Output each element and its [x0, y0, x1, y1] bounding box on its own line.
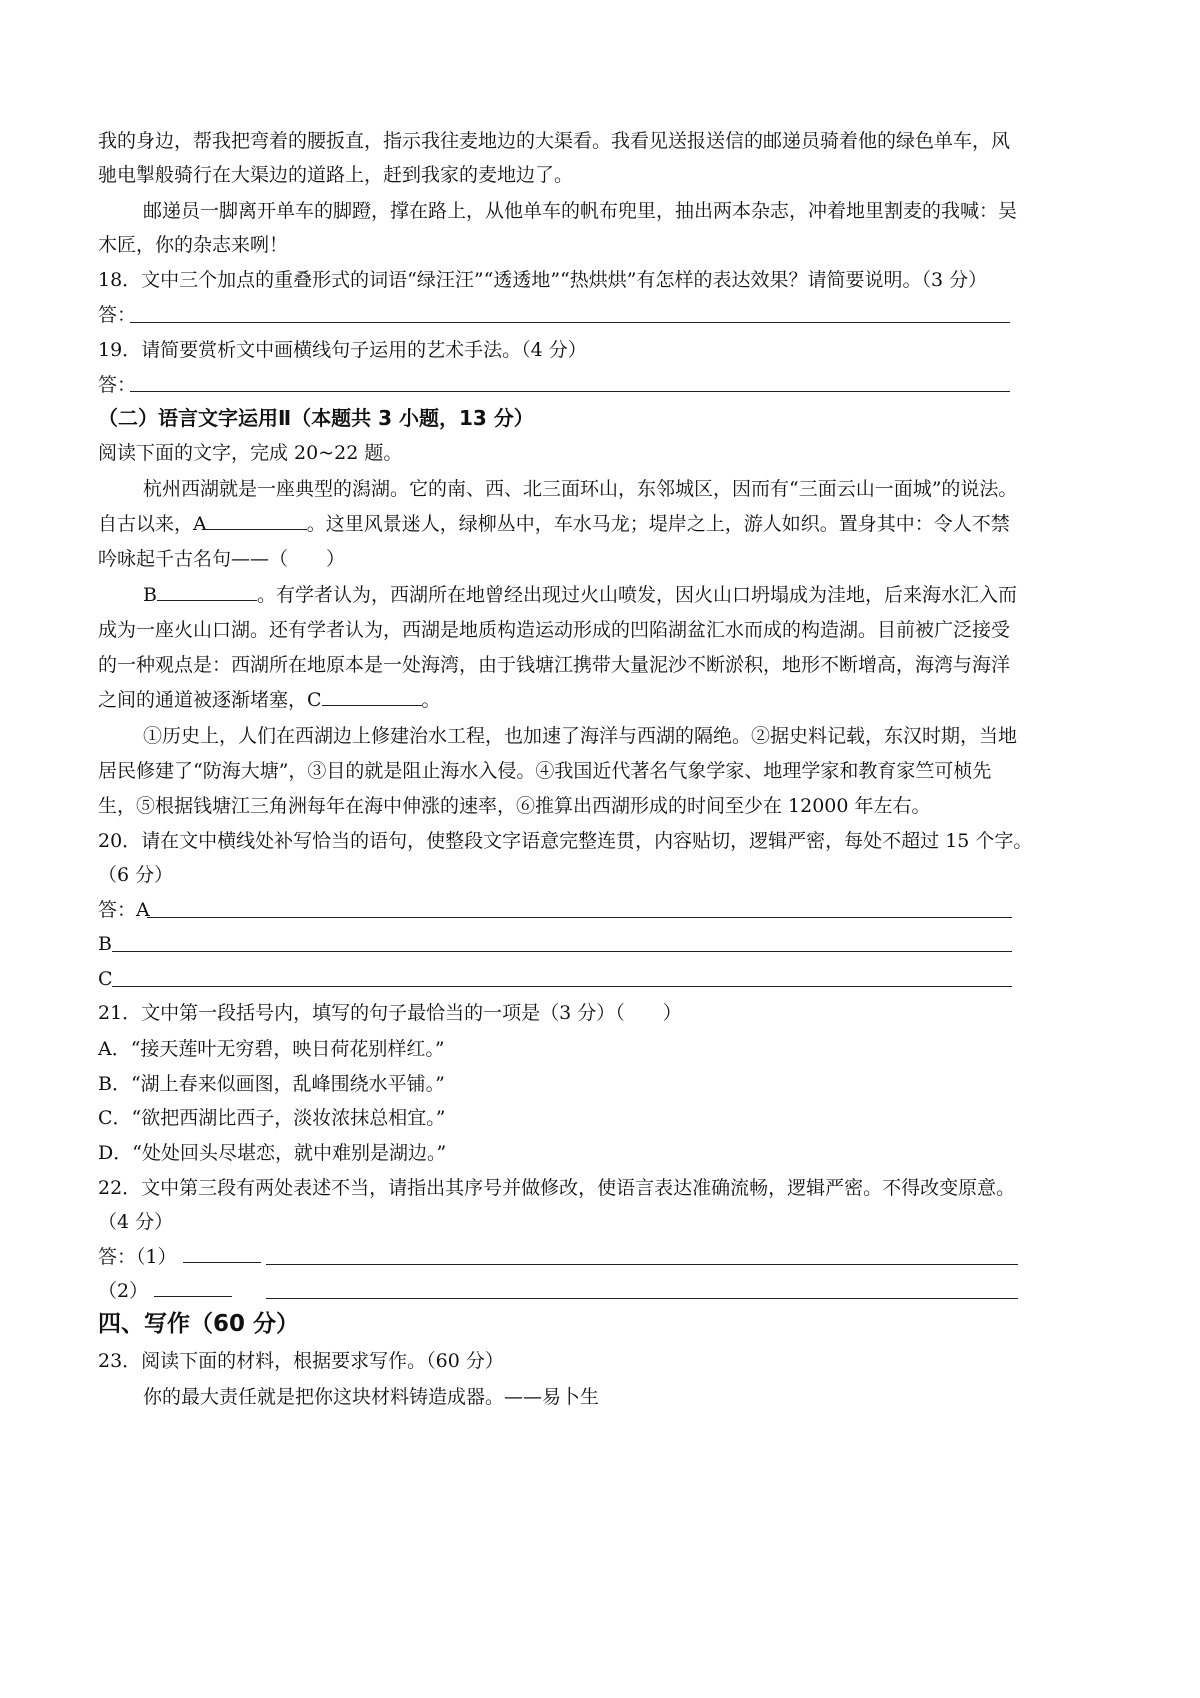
option-c[interactable]: C．“欲把西湖比西子，淡妆浓抹总相宜。” [98, 1107, 446, 1129]
answer-label [98, 1244, 261, 1270]
question-20-points: （6 分） [98, 864, 174, 886]
passage-line: 我的身边，帮我把弯着的腰扳直，指示我往麦地边的大渠看。我看见送报送信的邮递员骑着他的绿色单车，风 [98, 130, 1011, 152]
section-title: 四、写作（60 分） [98, 1311, 300, 1337]
section-instruction: 阅读下面的文字，完成 20~22 题。 [98, 442, 403, 464]
text-span: B [143, 584, 157, 606]
paragraph-line: 的一种观点是：西湖所在地原本是一处海湾，由于钱塘江携带大量泥沙不断淤积，地形不断增高，海湾与海洋 [98, 654, 1011, 676]
answer-label: 答： [98, 304, 137, 326]
blank-22-2-number[interactable] [154, 1278, 232, 1297]
paragraph-line: 成为一座火山口湖。还有学者认为，西湖是地质构造运动形成的凹陷湖盆汇水而成的构造湖。目前被广泛接受 [98, 619, 1011, 641]
question-21: 21．文中第一段括号内，填写的句子最恰当的一项是（3 分）（ ） [98, 1002, 682, 1024]
answer-label: 答： [98, 374, 137, 396]
option-a[interactable]: A．“接天莲叶无穷碧，映日荷花别样红。” [98, 1038, 445, 1060]
answer-label: 答：A [98, 899, 150, 921]
text-span: 自古以来，A [98, 513, 207, 535]
blank-a[interactable] [207, 511, 307, 530]
paragraph-line [98, 511, 1010, 537]
answer-line-18[interactable] [130, 322, 1010, 323]
answer-line-19[interactable] [130, 391, 1010, 392]
blank-22-1-number[interactable] [183, 1244, 261, 1263]
text-span: 。这里风景迷人，绿柳丛中，车水马龙；堤岸之上，游人如织。置身其中：令人不禁 [306, 513, 1010, 535]
question-22-points: （4 分） [98, 1211, 174, 1233]
answer-label: B [98, 933, 112, 955]
answer-line-22-1[interactable] [266, 1264, 1018, 1265]
option-b[interactable]: B．“湖上春来似画图，乱峰围绕水平铺。” [98, 1073, 445, 1095]
paragraph-line [143, 582, 1017, 608]
paragraph-line: ①历史上，人们在西湖边上修建治水工程，也加速了海洋与西湖的隔绝。②据史料记载，东汉时期，当地 [143, 725, 1018, 747]
answer-line-22-2[interactable] [266, 1298, 1018, 1299]
paragraph-line [98, 687, 441, 713]
answer-label [98, 1278, 232, 1304]
answer-line-c[interactable] [112, 986, 1012, 987]
option-d[interactable]: D．“处处回头尽堪恋，就中难别是湖边。” [98, 1142, 447, 1164]
passage-line: 驰电掣般骑行在大渠边的道路上，赶到我家的麦地边了。 [98, 164, 574, 186]
passage-line: 邮递员一脚离开单车的脚蹬，撑在路上，从他单车的帆布兜里，抽出两本杂志，冲着地里割麦的我喊：吴 [143, 200, 1018, 222]
section-title: （二）语言文字运用Ⅱ（本题共 3 小题，13 分） [98, 406, 534, 430]
answer-line-a[interactable] [147, 917, 1012, 918]
question-18: 18．文中三个加点的重叠形式的词语“绿汪汪”“透透地”“热烘烘”有怎样的表达效果？请简要说明。（3 分） [98, 269, 988, 291]
text-span: 。 [421, 689, 441, 711]
question-19: 19．请简要赏析文中画横线句子运用的艺术手法。（4 分） [98, 339, 587, 361]
writing-quote: 你的最大责任就是把你这块材料铸造成器。——易卜生 [143, 1386, 600, 1408]
text-span: 。有学者认为，西湖所在地曾经出现过火山喷发，因火山口坍塌成为洼地，后来海水汇入而 [256, 584, 1017, 606]
paragraph-line: 杭州西湖就是一座典型的潟湖。它的南、西、北三面环山，东邻城区，因而有“三面云山一面城”的说法。 [143, 478, 1018, 500]
passage-line: 木匠，你的杂志来咧！ [98, 234, 289, 256]
text-span: 之间的通道被逐渐堵塞，C [98, 689, 322, 711]
blank-b[interactable] [157, 582, 257, 601]
question-23: 23．阅读下面的材料，根据要求写作。（60 分） [98, 1350, 504, 1372]
question-20: 20．请在文中横线处补写恰当的语句，使整段文字语意完整连贯，内容贴切，逻辑严密，每处不超过 15 个字。 [98, 830, 1033, 852]
paragraph-line: 生，⑤根据钱塘江三角洲每年在海中伸涨的速率，⑥推算出西湖形成的时间至少在 12000 年左右。 [98, 795, 931, 817]
answer-line-b[interactable] [112, 951, 1012, 952]
paragraph-line: 居民修建了“防海大塘”，③目的就是阻止海水入侵。④我国近代著名气象学家、地理学家和教育家竺可桢先 [98, 760, 992, 782]
question-22: 22．文中第三段有两处表述不当，请指出其序号并做修改，使语言表达准确流畅，逻辑严密。不得改变原意。 [98, 1177, 1016, 1199]
text-span: （2） [98, 1280, 149, 1302]
answer-label: C [98, 968, 113, 990]
paragraph-line: 吟咏起千古名句——（ ） [98, 548, 346, 570]
text-span: 答：（1） [98, 1246, 177, 1268]
blank-c[interactable] [322, 687, 422, 706]
